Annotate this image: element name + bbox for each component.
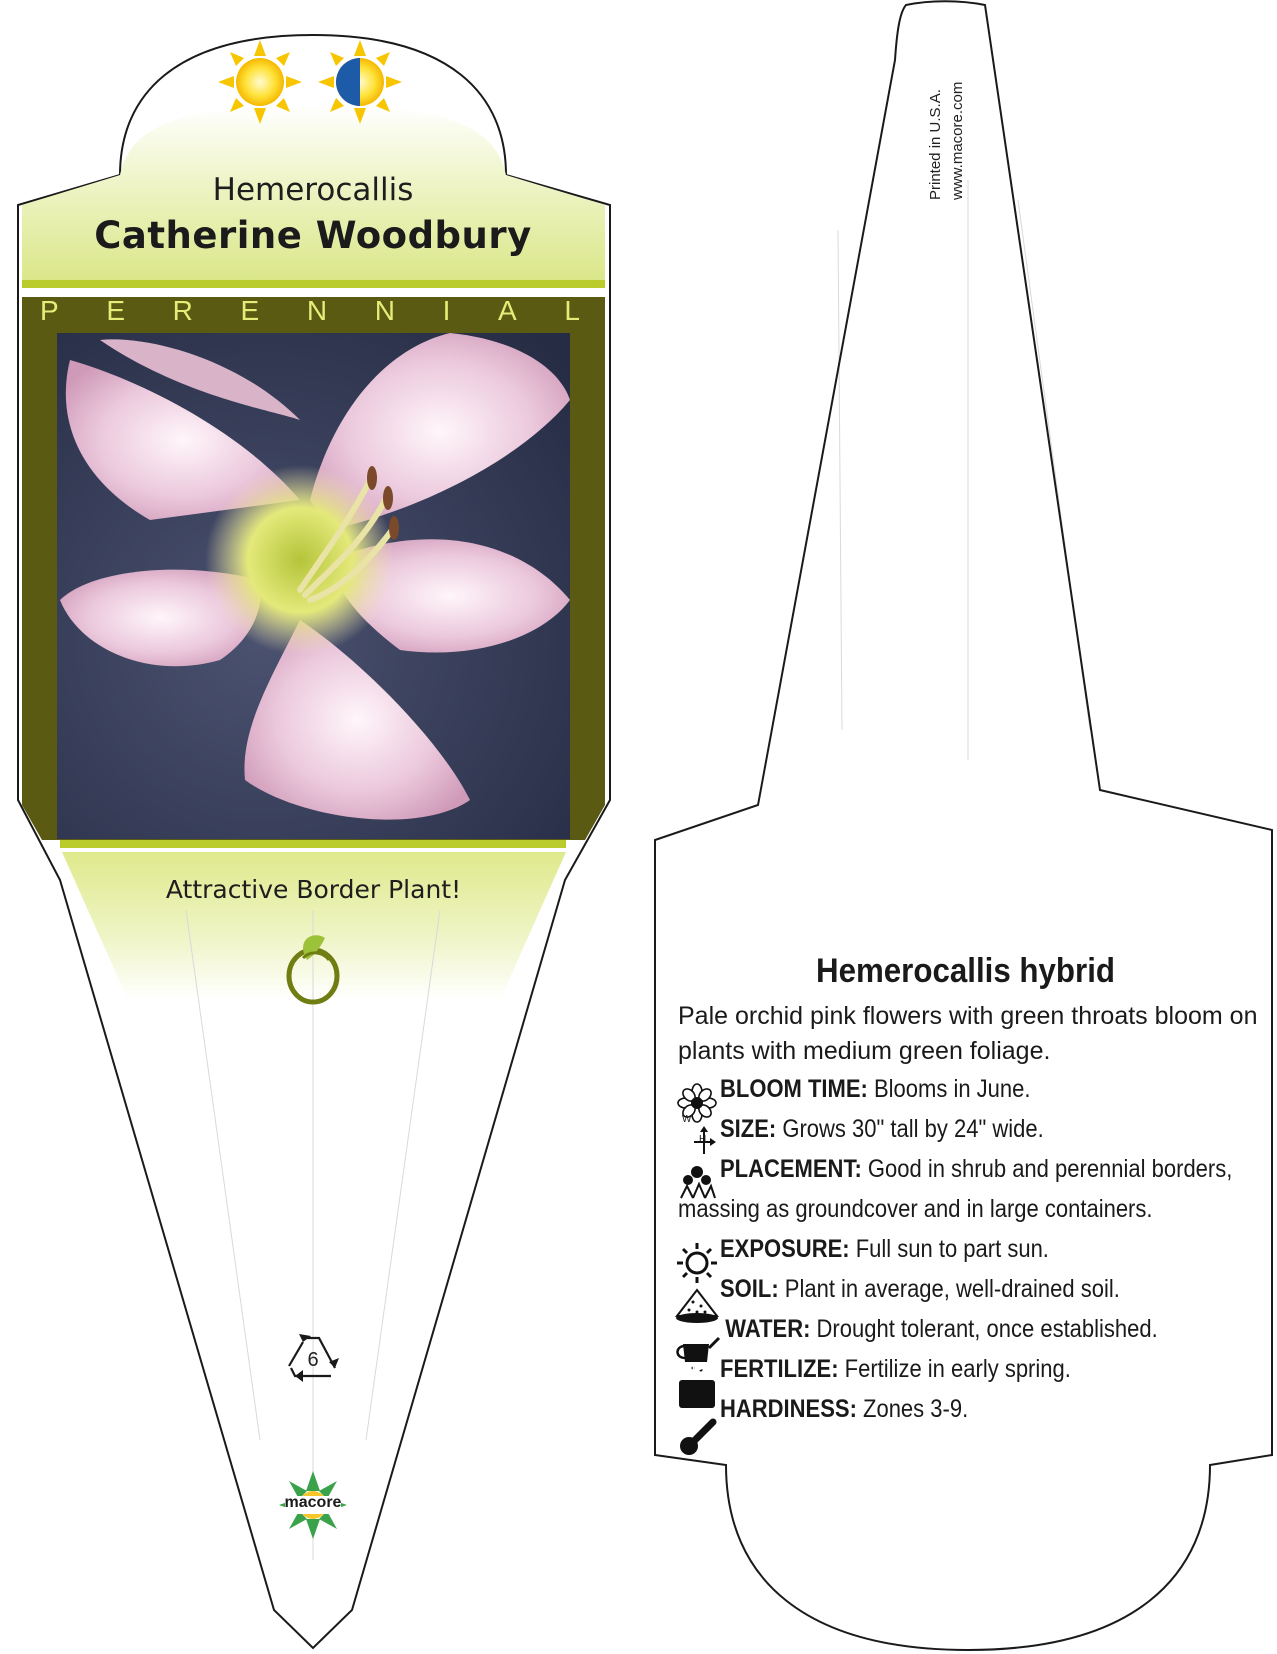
plant-cultivar: Catherine Woodbury	[94, 214, 532, 257]
water-label: WATER:	[725, 1315, 811, 1343]
soil-label: SOIL:	[720, 1275, 779, 1303]
size-icon-h: H	[699, 1134, 707, 1145]
exposure-value: Full sun to part sun.	[849, 1235, 1049, 1263]
size-value: Grows 30" tall by 24" wide.	[776, 1115, 1044, 1143]
bloom-time-value: Blooms in June.	[867, 1075, 1031, 1103]
category-letter: E	[106, 295, 126, 326]
category-label	[40, 295, 580, 327]
placement-continued: massing as groundcover and in large containers.	[678, 1195, 1153, 1223]
placement-row	[678, 1149, 1277, 1189]
tagline: Attractive Border Plant!	[165, 875, 462, 904]
size-label: SIZE:	[720, 1115, 777, 1143]
exposure-label: EXPOSURE:	[720, 1235, 850, 1263]
soil-row	[678, 1269, 1277, 1309]
bloom-time-row	[678, 1069, 1277, 1109]
size-row	[678, 1109, 1277, 1149]
fertilize-row	[678, 1349, 1277, 1389]
imprint-url: www.macore.com	[949, 81, 966, 200]
placement-label: PLACEMENT:	[720, 1155, 862, 1183]
plant-genus: Hemerocallis	[212, 172, 414, 208]
water-row	[678, 1309, 1277, 1349]
category-letter: E	[240, 295, 260, 326]
full-sun-icon	[218, 40, 302, 124]
fertilize-label: FERTILIZE:	[720, 1355, 839, 1383]
water-value: Drought tolerant, once established.	[810, 1315, 1158, 1343]
bloom-time-label: BLOOM TIME:	[720, 1075, 868, 1103]
category-letter: A	[498, 295, 517, 326]
recycle-number: 6	[307, 1349, 319, 1371]
care-instructions	[678, 952, 1277, 1429]
category-letter: R	[172, 295, 193, 326]
hardiness-label: HARDINESS:	[720, 1395, 857, 1423]
hardiness-row	[678, 1389, 1277, 1429]
size-icon-w: W	[682, 1114, 692, 1125]
fertilize-value: Fertilize in early spring.	[838, 1355, 1071, 1383]
part-sun-icon	[318, 40, 402, 124]
category-letter: N	[306, 295, 328, 326]
imprint	[925, 82, 969, 200]
category-letter: N	[374, 295, 395, 326]
botanical-heading: Hemerocallis hybrid	[815, 952, 1115, 990]
soil-value: Plant in average, well-drained soil.	[778, 1275, 1120, 1303]
imprint-country: Printed in U.S.A.	[927, 89, 944, 200]
exposure-row	[678, 1229, 1277, 1269]
category-letter: P	[40, 295, 59, 326]
placement-value: Good in shrub and perennial borders,	[861, 1155, 1233, 1183]
hardiness-value: Zones 3-9.	[856, 1395, 969, 1423]
category-letter: L	[564, 295, 580, 326]
brand-name: macore	[284, 1494, 342, 1511]
category-letter: I	[442, 295, 451, 326]
plant-description: Pale orchid pink flowers with green throats bloom on plants with medium green foliage.	[678, 1002, 1258, 1065]
npk-icon-text: NPK	[686, 1362, 712, 1376]
